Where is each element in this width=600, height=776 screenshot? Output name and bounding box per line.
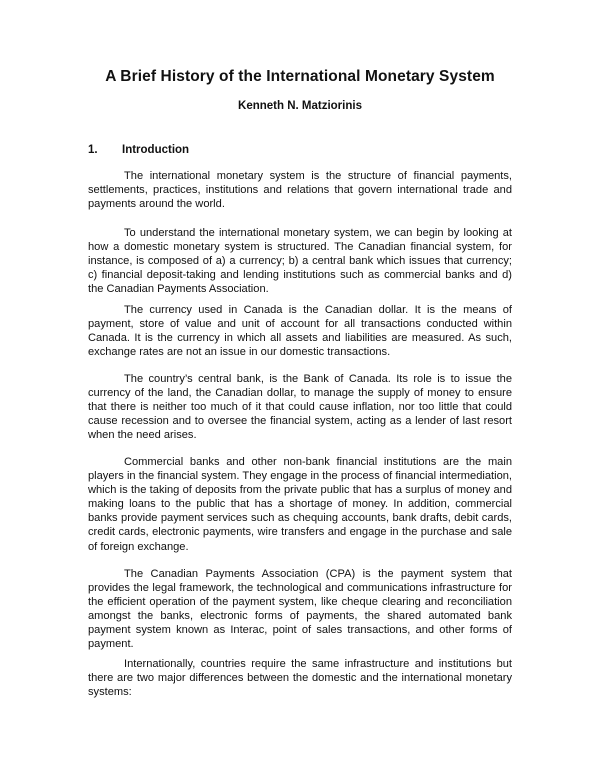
document-title: A Brief History of the International Monetary System [105, 68, 495, 85]
paragraph-7: Internationally, countries require the same infrastructure and institutions but there are two major differences between the domestic and the international monetary systems: [88, 658, 512, 699]
section-number: 1. [88, 144, 98, 156]
paragraph-4: The country’s central bank, is the Bank of Canada. Its role is to issue the currency of the land, the Canadian dollar, to manage the supply of money to ensure that there is neither too much of it that could cause inflation, nor too little that could cause recession and to oversee the financial system, acting as a lender of last resort when the need arises. [88, 373, 512, 442]
paragraph-3: The currency used in Canada is the Canadian dollar. It is the means of payment, store of value and unit of account for all transactions conducted within Canada. It is the currency in which all assets and liabilities are measured. As such, exchange rates are not an issue in our domestic transactions. [88, 304, 512, 359]
section-heading [88, 144, 189, 156]
section-title: Introduction [122, 144, 190, 156]
paragraph-1: The international monetary system is the structure of financial payments, settlements, practices, institutions and relations that govern international trade and payments around the world. [88, 170, 512, 211]
paragraph-6: The Canadian Payments Association (CPA) is the payment system that provides the legal framework, the technological and communications infrastructure for the efficient operation of the payment system, like cheque clearing and reconciliation amongst the banks, electronic forms of payments, the shared automated bank payment system known as Interac, point of sales transactions, and other forms of payment. [88, 568, 512, 651]
paragraph-2: To understand the international monetary system, we can begin by looking at how a domestic monetary system is structured. The Canadian financial system, for instance, is composed of a) a currency; b) a central bank which issues that currency; c) financial deposit-taking and lending institutions such as commercial banks and d) the Canadian Payments Association. [88, 227, 512, 296]
paragraph-5: Commercial banks and other non-bank financial institutions are the main players in the financial system. They engage in the process of financial intermediation, which is the taking of deposits from the private public that has a surplus of money and making loans to the public that has a shortage of money. In addition, commercial banks provide payment services such as chequing accounts, bank drafts, debit cards, credit cards, electronic payments, wire transfers and engage in the purchase and sale of foreign exchange. [88, 456, 512, 553]
author-name: Kenneth N. Matziorinis [238, 100, 362, 112]
